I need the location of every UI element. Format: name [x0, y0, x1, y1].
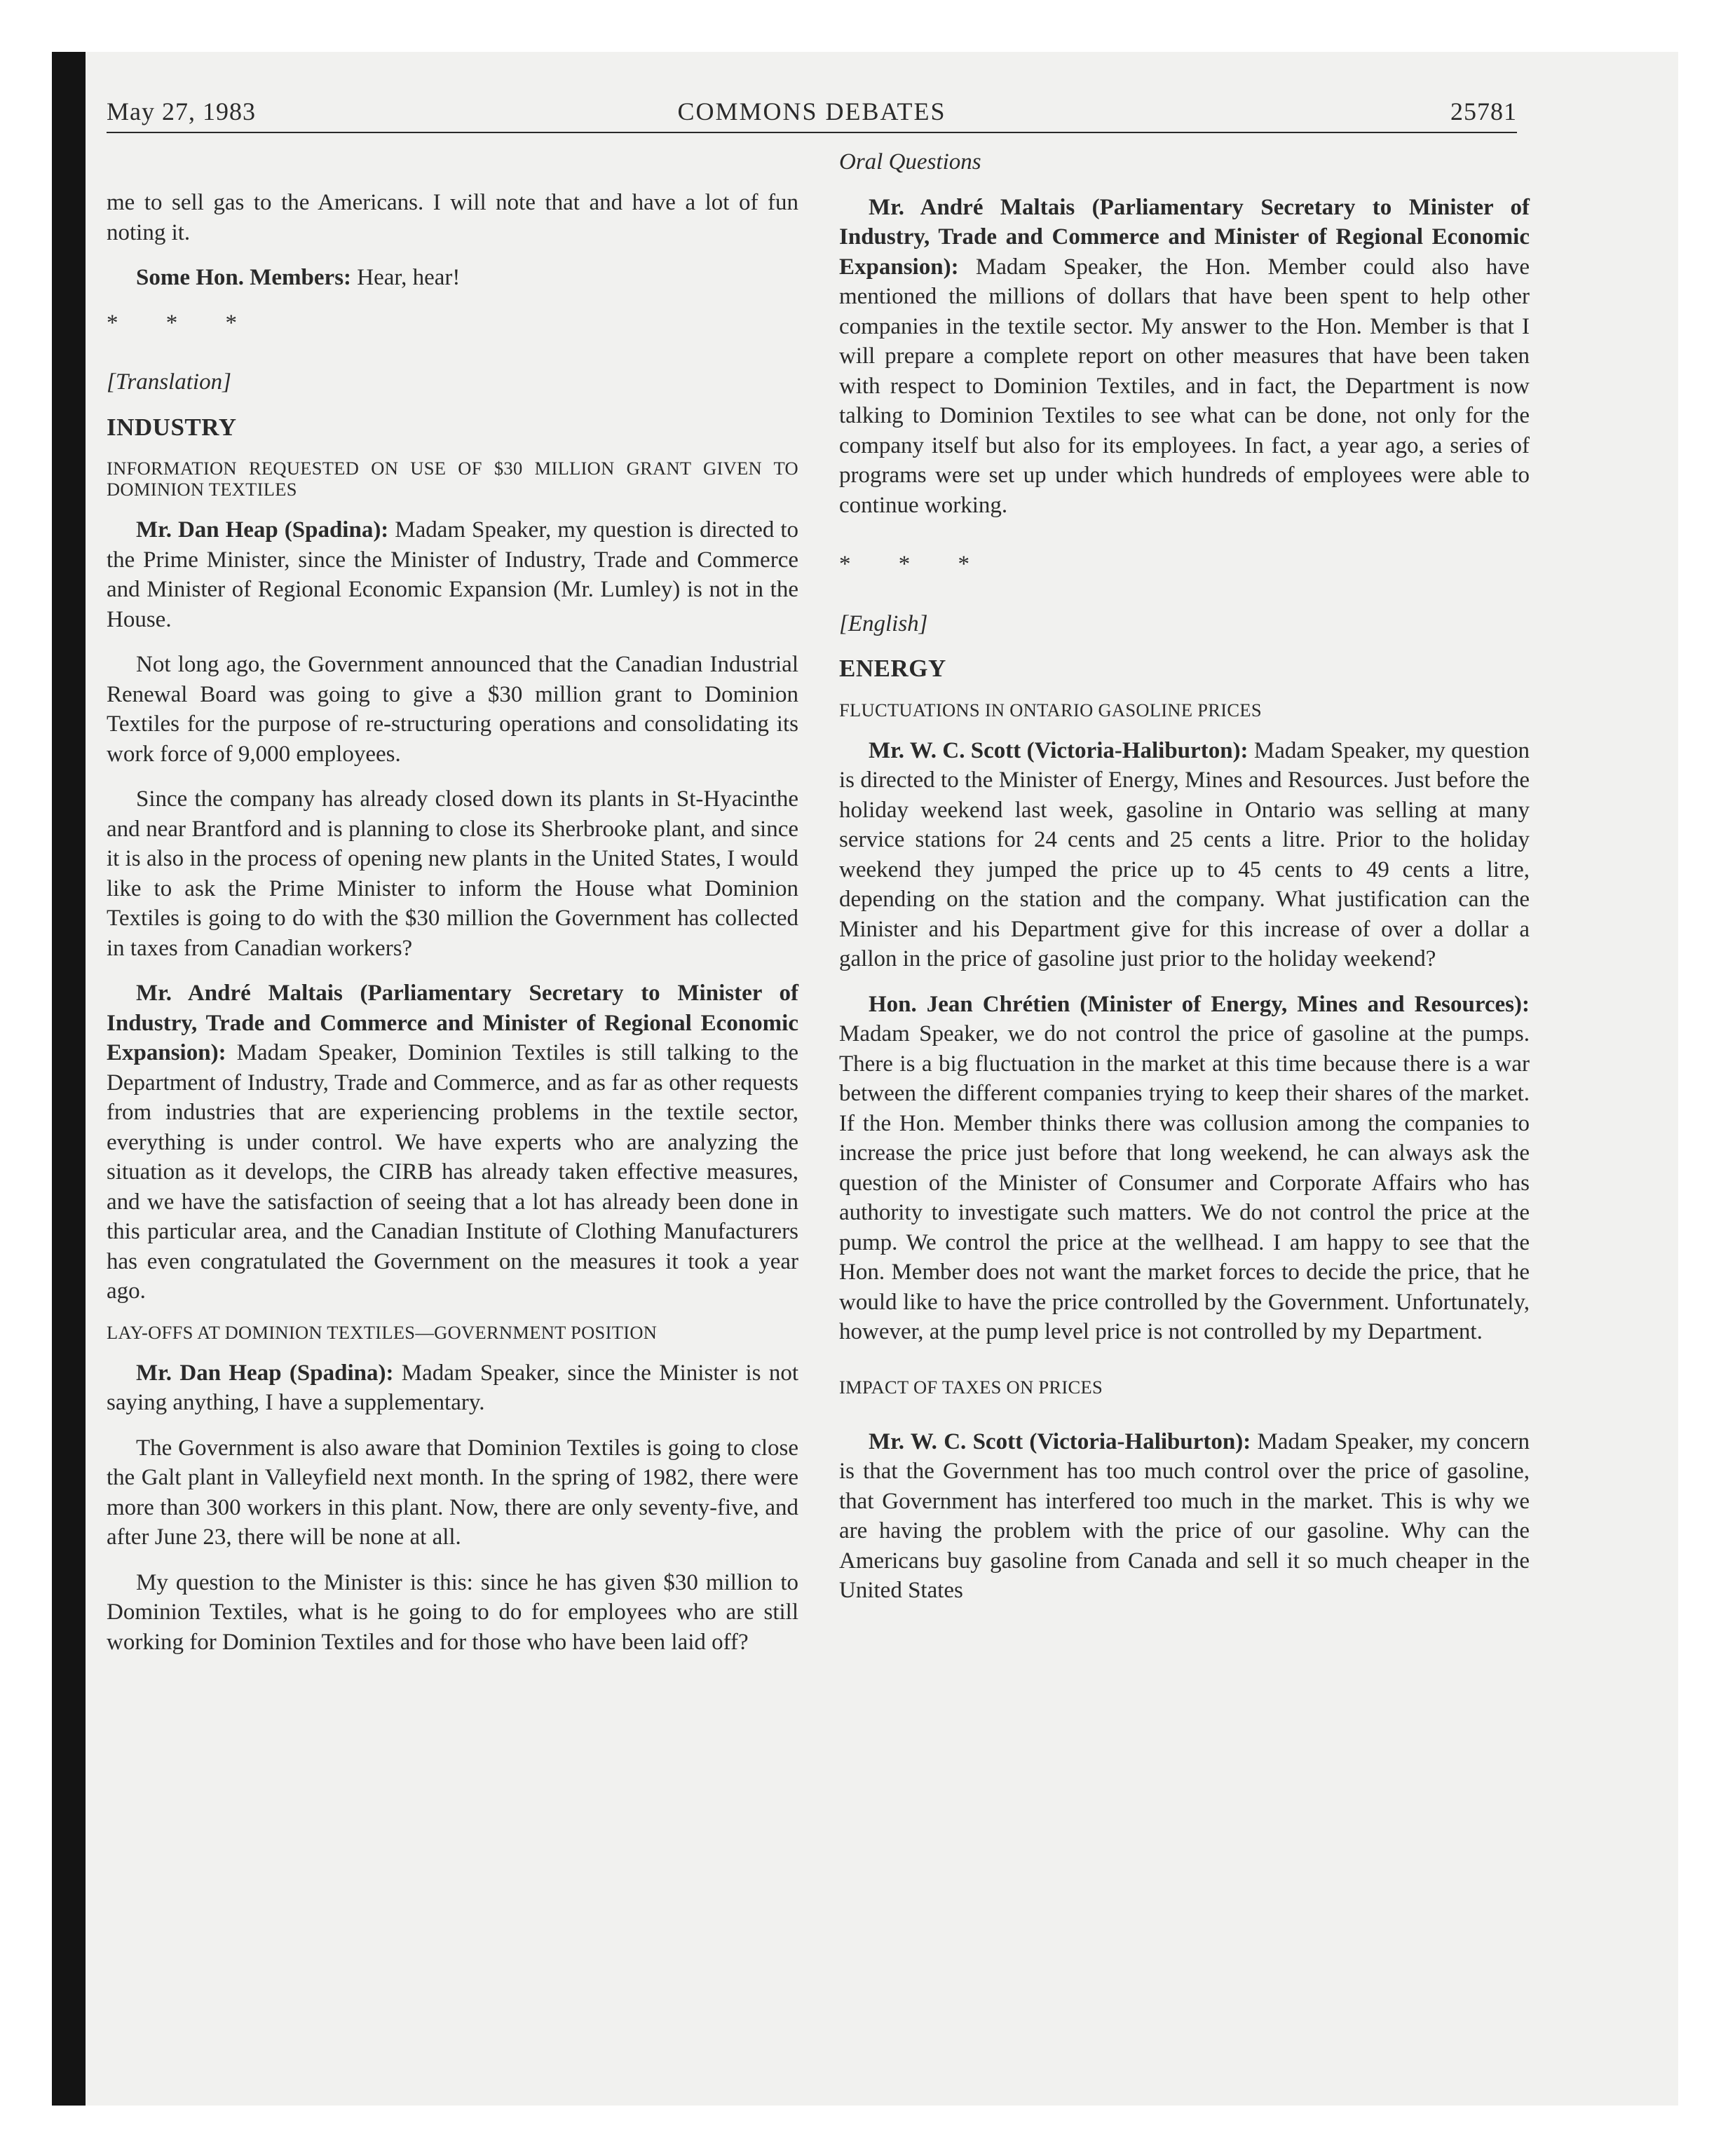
- speaker-name: Mr. Dan Heap (Spadina):: [136, 1360, 394, 1386]
- speaker-name: Mr. W. C. Scott (Victoria-Haliburton):: [869, 1428, 1251, 1454]
- paragraph-not-long-ago: Not long ago, the Government announced that the Canadian Industrial Renewal Board was going to give a $30 million grant to Dominion Textiles for the purpose of re-structuring operations and consolidating its work force of 9,000 employees.: [107, 652, 798, 767]
- speech-scott-1: [839, 736, 1530, 974]
- speech-maltais-2: [839, 193, 1530, 521]
- speech-scott-2: [839, 1427, 1530, 1606]
- subheading-grant: INFORMATION REQUESTED ON USE OF $30 MILLION GRANT GIVEN TO DOMINION TEXTILES: [107, 458, 798, 500]
- paragraph-since-company: Since the company has already closed down its plants in St-Hyacinthe and near Brantford and is planning to close its Sherbrooke plant, and since it is also in the process of opening new plants in the United States, I would like to ask the Prime Minister to inform the House what Dominion Textiles is going to do with the $30 million the Government has collected in taxes from Canadian workers?: [107, 786, 798, 961]
- section-separator: * * *: [107, 310, 258, 336]
- heading-industry: INDUSTRY: [107, 413, 237, 441]
- running-header: [107, 97, 1517, 132]
- section-label: Oral Questions: [839, 149, 981, 175]
- paragraph-government-aware: The Government is also aware that Dominion Textiles is going to close the Galt plant in Valleyfield next month. In the spring of 1982, there were more than 300 workers in this plant. Now, there are only seventy-five, and after June 23, there will be none at all.: [107, 1435, 798, 1550]
- speech-text: Hear, hear!: [351, 265, 461, 290]
- speaker-name: Mr. W. C. Scott (Victoria-Haliburton):: [869, 737, 1248, 763]
- heading-energy: ENERGY: [839, 655, 946, 682]
- speech-text: Madam Speaker, the Hon. Member could also have mentioned the millions of dollars that have been spent to help other companies in the textile sector. My answer to the Hon. Member is that I will prepare a complete report on other measures that have been taken with respect to Dominion Textiles, and in fact, the Department is now talking to Dominion Textiles to see what can be done, not only for the company itself but also for its employees. In fact, a year ago, a series of programs were set up under which hundreds of employees were able to continue working.: [839, 254, 1530, 518]
- speech-maltais-1: [107, 978, 798, 1306]
- speech-text: Madam Speaker, my question is directed to the Prime Minister, since the Minister of Industry, Trade and Commerce and Minister of Regional Economic Expansion (Mr. Lumley) is not in the House.: [107, 517, 798, 632]
- speech-chretien: [839, 990, 1530, 1347]
- paragraph-my-question: My question to the Minister is this: since he has given $30 million to Dominion Textiles, what is he going to do for employees who are still working for Dominion Textiles and for those who have been laid off?: [107, 1569, 798, 1655]
- page-number: 25781: [1450, 97, 1517, 125]
- members-interjection: [107, 263, 798, 293]
- speech-heap-2: [107, 1358, 798, 1418]
- speaker-name: Mr. André Maltais (Parliamentary Secretary to Minister of Industry, Trade and Commerce and Minister of Regional Economic Expansion):: [839, 194, 1530, 280]
- speaker-name: Some Hon. Members:: [136, 265, 352, 290]
- speech-heap-1: [107, 515, 798, 634]
- section-separator: * * *: [839, 552, 991, 577]
- speaker-name: Mr. André Maltais (Parliamentary Secretary to Minister of Industry, Trade and Commerce and Minister of Regional Economic Expansion):: [107, 981, 798, 1065]
- speaker-name: Mr. Dan Heap (Spadina):: [136, 517, 389, 543]
- speaker-name: Hon. Jean Chrétien (Minister of Energy, Mines and Resources):: [869, 991, 1530, 1017]
- header-title: COMMONS DEBATES: [677, 97, 946, 125]
- speech-text: Madam Speaker, my concern is that the Government has too much control over the price of gasoline, that Government has interfered too much in the market. This is why we are having the problem with the price of our gasoline. Why can the Americans buy gasoline from Canada and sell it so much cheaper in the United States: [839, 1428, 1530, 1603]
- subheading-fluctuations: FLUCTUATIONS IN ONTARIO GASOLINE PRICES: [839, 699, 1262, 721]
- speech-text: Madam Speaker, Dominion Textiles is still talking to the Department of Industry, Trade and Commerce, and as far as other requests from industries that are experiencing problems in the textile sector, everything is under control. We have experts who are analyzing the situation as it develops, the CIRB has already taken effective measures, and we have the satisfaction of seeing that a lot has already been done in this particular area, and the Canadian Institute of Clothing Manufacturers has even congratulated the Government on the measures it took a year ago.: [107, 1040, 798, 1304]
- right-column: [839, 147, 1530, 1606]
- translation-tag: [Translation]: [107, 369, 231, 395]
- header-rule: [107, 132, 1517, 133]
- continuation-paragraph: me to sell gas to the Americans. I will note that and have a lot of fun noting it.: [107, 190, 798, 245]
- speech-text: Madam Speaker, since the Minister is not saying anything, I have a supplementary.: [107, 1360, 798, 1415]
- english-tag: [English]: [839, 610, 928, 636]
- speech-text: Madam Speaker, we do not control the price of gasoline at the pumps. There is a big fluctuation in the market at this time because there is a war between the different companies trying to keep their shares of the market. If the Hon. Member thinks there was collusion among the companies to increase the price just before that long weekend, he can always ask the question of the Minister of Consumer and Corporate Affairs who has authority to investigate such matters. We do not control the price at the pump. We control the price at the wellhead. I am happy to see that the Hon. Member does not want the market forces to decide the price, that he would like to have the price controlled by the Government. Unfortunately, however, at the pump level price is not controlled by my Department.: [839, 1021, 1530, 1344]
- header-date: May 27, 1983: [107, 97, 256, 125]
- binding-edge: [52, 52, 86, 2106]
- subheading-taxes: IMPACT OF TAXES ON PRICES: [839, 1376, 1103, 1398]
- left-column: [107, 188, 798, 1657]
- speech-text: Madam Speaker, my question is directed to the Minister of Energy, Mines and Resources. Just before the holiday weekend last week, gasoline in Ontario was selling at many service stations for 24 cents and 25 cents a litre. Prior to the holiday weekend they jumped the price up to 45 cents to 49 cents a litre, depending on the station and the company. What justification can the Minister and his Department give for this increase of over a dollar a gallon in the price of gasoline just prior to the holiday weekend?: [839, 737, 1530, 971]
- subheading-layoffs: LAY-OFFS AT DOMINION TEXTILES—GOVERNMENT POSITION: [107, 1321, 658, 1343]
